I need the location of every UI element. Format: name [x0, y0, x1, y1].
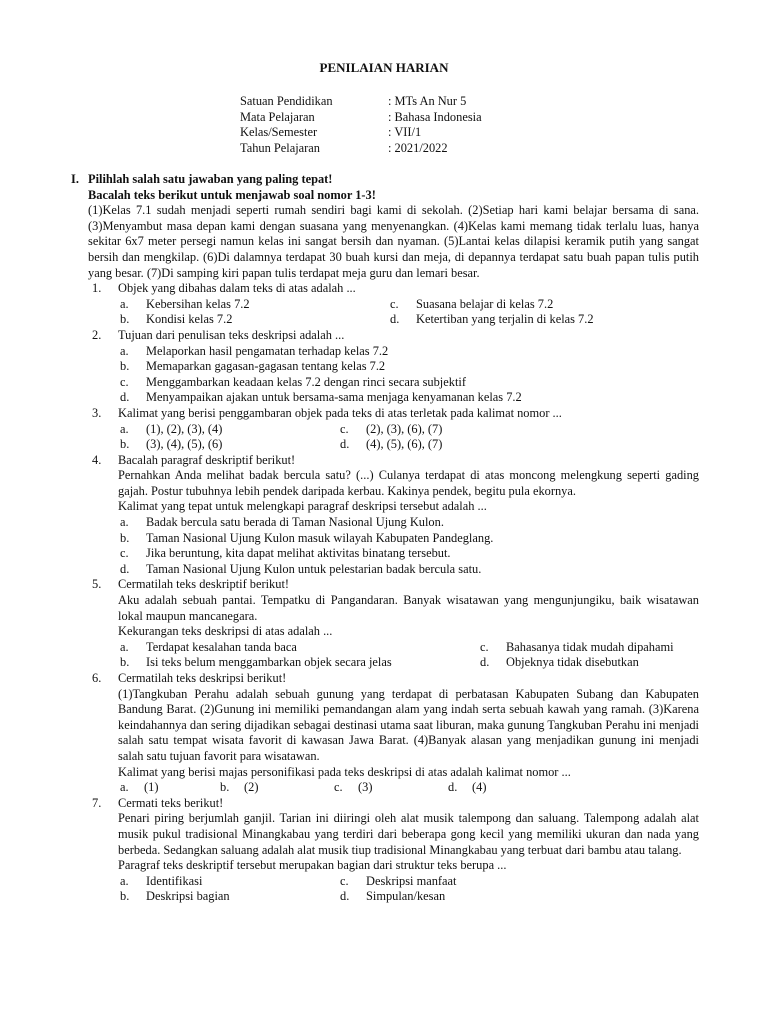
- option: [118, 780, 218, 796]
- option-letter: d.: [340, 889, 350, 904]
- option: [388, 297, 728, 313]
- question: [88, 406, 699, 453]
- option-text: Menggambarkan keadaan kelas 7.2 dengan rinci secara subjektif: [146, 374, 466, 389]
- question: [88, 453, 699, 578]
- meta-row: [240, 125, 482, 141]
- meta-row: [240, 94, 482, 110]
- section-multiple-choice: [71, 172, 699, 905]
- option: [118, 344, 699, 360]
- question: [88, 281, 699, 328]
- option: [218, 780, 332, 796]
- option-letter: d.: [448, 780, 458, 795]
- meta-label: Tahun Pelajaran: [240, 140, 320, 155]
- option-text: (2), (3), (6), (7): [366, 421, 443, 436]
- question-number: 6.: [92, 671, 102, 685]
- option: [478, 640, 728, 656]
- question-number: 5.: [92, 577, 102, 592]
- question-passage: Aku adalah sebuah pantai. Tempatku di Pangandaran. Banyak wisatawan yang mengunjungiku, baik wisatawan lokal maupun mancanegara.: [118, 593, 699, 623]
- question-prompt: Paragraf teks deskriptif tersebut merupakan bagian dari struktur teks berupa ...: [118, 858, 507, 873]
- option-letter: b.: [120, 437, 130, 452]
- option-text: Suasana belajar di kelas 7.2: [416, 296, 554, 311]
- option: [338, 437, 678, 453]
- option-letter: c.: [390, 296, 399, 311]
- option-letter: d.: [480, 655, 490, 670]
- option-text: Objeknya tidak disebutkan: [506, 655, 639, 670]
- option: [478, 655, 728, 671]
- meta-row: [240, 141, 482, 157]
- option-letter: d.: [120, 561, 130, 576]
- meta-label: Kelas/Semester: [240, 125, 318, 140]
- option: [388, 312, 728, 328]
- options: [118, 297, 699, 328]
- option-letter: c.: [480, 639, 489, 654]
- option: [118, 889, 338, 905]
- option-text: Deskripsi manfaat: [366, 873, 457, 888]
- section-number: I.: [71, 172, 79, 186]
- reading-passage: (1)Kelas 7.1 sudah menjadi seperti rumah sendiri bagi kami di sekolah. (2)Setiap hari kami belajar bersama di sana. (3)Menyambut masa depan kami dengan suasana yang menyenangkan. (4)Kelas kami memang tidak terlalu luas, hanya sekitar 6x7 meter persegi namun kelas ini sangat bersih dan nyaman. (5)Lantai kelas dilapisi keramik putih yang sangat bersih dan mengkilap. (6)Di dalamnya terdapat 30 buah kursi dan meja, di depannya terdapat satu buah papan tulis putih yang besar. (7)Di samping kiri papan tulis terdapat meja guru dan lemari besar.: [88, 203, 699, 280]
- option-text: Deskripsi bagian: [146, 889, 230, 904]
- meta-label: Mata Pelajaran: [240, 109, 315, 124]
- option-text: (1): [144, 780, 159, 795]
- meta-row: [240, 110, 482, 126]
- question-prompt: Kekurangan teks deskripsi di atas adalah ...: [118, 624, 333, 639]
- question-prompt: Kalimat yang berisi majas personifikasi pada teks deskripsi di atas adalah kalimat nomor ...: [118, 764, 571, 779]
- question-prompt: Kalimat yang tepat untuk melengkapi paragraf deskripsi tersebut adalah ...: [118, 499, 487, 514]
- option-text: Bahasanya tidak mudah dipahami: [506, 639, 674, 654]
- question-number: 7.: [92, 795, 102, 810]
- options: [118, 422, 699, 453]
- question-number: 3.: [92, 405, 102, 420]
- option: [118, 515, 699, 531]
- exam-meta: [240, 94, 482, 156]
- option-text: Simpulan/kesan: [366, 889, 446, 904]
- option-text: Melaporkan hasil pengamatan terhadap kelas 7.2: [146, 343, 389, 358]
- question-text: Bacalah paragraf deskriptif berikut!: [118, 452, 296, 467]
- question-number: 2.: [92, 327, 102, 342]
- option-letter: d.: [120, 390, 130, 405]
- meta-value: : MTs An Nur 5: [388, 94, 467, 108]
- options: [118, 874, 699, 905]
- options: [118, 640, 699, 671]
- question-text: Cermatilah teks deskripsi berikut!: [118, 671, 287, 685]
- question: [88, 577, 699, 671]
- option: [118, 640, 478, 656]
- option: [118, 375, 699, 391]
- option-letter: a.: [120, 780, 129, 795]
- option: [118, 390, 699, 406]
- option-letter: b.: [120, 889, 130, 904]
- option-text: (4), (5), (6), (7): [366, 437, 443, 452]
- option-letter: c.: [120, 546, 129, 561]
- option-text: (3): [358, 780, 373, 795]
- option: [118, 546, 699, 562]
- option-letter: a.: [120, 343, 129, 358]
- option-letter: b.: [120, 530, 130, 545]
- option-text: Kebersihan kelas 7.2: [146, 296, 250, 311]
- option: [338, 422, 678, 438]
- option-text: Badak bercula satu berada di Taman Nasional Ujung Kulon.: [146, 515, 444, 530]
- option: [332, 780, 446, 796]
- instruction: Bacalah teks berikut untuk menjawab soal nomor 1-3!: [88, 187, 376, 202]
- option-letter: d.: [390, 312, 400, 327]
- question-text: Objek yang dibahas dalam teks di atas adalah ...: [118, 281, 356, 296]
- option-text: (1), (2), (3), (4): [146, 421, 223, 436]
- instruction: Pilihlah salah satu jawaban yang paling tepat!: [88, 172, 333, 186]
- options: [118, 780, 699, 796]
- option-text: Taman Nasional Ujung Kulon masuk wilayah Kabupaten Pandeglang.: [146, 530, 494, 545]
- option-letter: b.: [120, 312, 130, 327]
- question-text: Tujuan dari penulisan teks deskripsi adalah ...: [118, 327, 345, 342]
- option: [338, 874, 678, 890]
- question-passage: Penari piring berjumlah ganjil. Tarian ini diiringi oleh alat musik talempong dan saluang. Talempong adalah alat musik pukul tradisional Minangkabau yang terdiri dari beberapa gong kecil yang memiliki ukuran dan nada yang berbeda. Sedangkan saluang adalah alat musik tiup tradisional Minangkabau yang terbuat dari bambu atau talang.: [118, 811, 699, 857]
- option-text: Terdapat kesalahan tanda baca: [146, 639, 297, 654]
- option-text: Kondisi kelas 7.2: [146, 312, 233, 327]
- option-letter: c.: [340, 421, 349, 436]
- option-text: Menyampaikan ajakan untuk bersama-sama menjaga kenyamanan kelas 7.2: [146, 390, 522, 405]
- option: [118, 437, 338, 453]
- option: [118, 531, 699, 547]
- option: [118, 562, 699, 578]
- meta-label: Satuan Pendidikan: [240, 94, 333, 108]
- option-text: Isi teks belum menggambarkan objek secara jelas: [146, 655, 392, 670]
- option: [118, 312, 388, 328]
- option-text: Ketertiban yang terjalin di kelas 7.2: [416, 312, 594, 327]
- option: [118, 297, 388, 313]
- option: [338, 889, 678, 905]
- option-letter: c.: [120, 374, 129, 389]
- question-number: 4.: [92, 452, 102, 467]
- question-passage: (1)Tangkuban Perahu adalah sebuah gunung yang terdapat di perbatasan Kabupaten Subang dan Kabupaten Bandung Barat. (2)Gunung ini memiliki pemandangan alam yang indah serta sebuah kawah yang ramah. (3)Karena keindahannya dan sering dijadikan sebagai destinasi utama saat liburan, maka gunung Tangkuban Perahu ini menjadi salah satu tempat wisata favorit di kawasan Jawa Barat. (4)Banyak alasan yang menjadikan gunung ini menjadi salah satu tujuan favorit para wisatawan.: [118, 686, 699, 763]
- question-passage: Pernahkan Anda melihat badak bercula satu? (...) Culanya terdapat di atas moncong melengkung seperti gading gajah. Postur tubuhnya lebih pendek daripada kerbau. Kakinya pendek, begitu pula ekornya.: [118, 468, 699, 498]
- question: [88, 328, 699, 406]
- question-text: Kalimat yang berisi penggambaran objek pada teks di atas terletak pada kalimat nomor ...: [118, 405, 562, 420]
- option-letter: a.: [120, 873, 129, 888]
- option-text: (3), (4), (5), (6): [146, 437, 223, 452]
- option-text: (4): [472, 780, 487, 795]
- option-letter: b.: [220, 780, 230, 795]
- option: [118, 359, 699, 375]
- option-letter: a.: [120, 421, 129, 436]
- option: [118, 655, 478, 671]
- option-letter: c.: [340, 873, 349, 888]
- question-text: Cermatilah teks deskriptif berikut!: [118, 577, 290, 592]
- option-letter: b.: [120, 359, 130, 374]
- option-text: Identifikasi: [146, 873, 203, 888]
- option-text: Jika beruntung, kita dapat melihat aktivitas binatang tersebut.: [146, 546, 451, 561]
- question-text: Cermati teks berikut!: [118, 795, 224, 810]
- option-text: Memaparkan gagasan-gagasan tentang kelas 7.2: [146, 359, 386, 374]
- option-text: Taman Nasional Ujung Kulon untuk pelestarian badak bercula satu.: [146, 561, 482, 576]
- option-letter: a.: [120, 515, 129, 530]
- section-body: [88, 172, 699, 905]
- page-title: PENILAIAN HARIAN: [319, 60, 449, 75]
- option: [118, 422, 338, 438]
- option-letter: a.: [120, 296, 129, 311]
- option-letter: a.: [120, 639, 129, 654]
- option-text: (2): [244, 780, 259, 795]
- meta-value: : VII/1: [388, 125, 422, 140]
- option-letter: b.: [120, 655, 130, 670]
- question: [88, 796, 699, 905]
- meta-value: : 2021/2022: [388, 140, 448, 155]
- option: [118, 874, 338, 890]
- meta-value: : Bahasa Indonesia: [388, 109, 482, 124]
- question: [88, 671, 699, 796]
- option-letter: d.: [340, 437, 350, 452]
- option-letter: c.: [334, 780, 343, 795]
- option: [446, 780, 560, 796]
- question-number: 1.: [92, 281, 102, 296]
